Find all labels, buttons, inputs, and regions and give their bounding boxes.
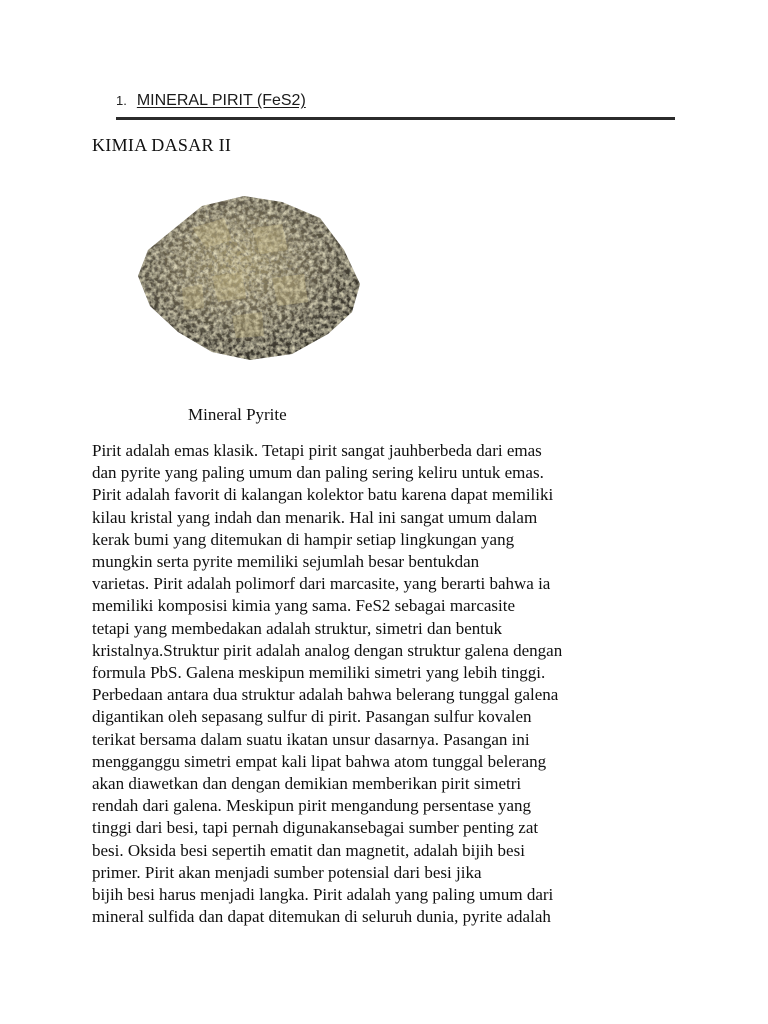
heading-title: MINERAL PIRIT (FeS2) <box>136 92 306 109</box>
heading-number: 1. <box>116 93 127 108</box>
body-line: besi. Oksida besi sepertih ematit dan magnetit, adalah bijih besi <box>92 840 525 860</box>
body-line: rendah dari galena. Meskipun pirit mengandung persentase yang <box>92 796 532 816</box>
body-line: kerak bumi yang ditemukan di hampir setiap lingkungan yang <box>92 529 515 549</box>
subject-title: KIMIA DASAR II <box>92 135 232 155</box>
body-line: formula PbS. Galena meskipun memiliki simetri yang lebih tinggi. <box>92 663 546 683</box>
body-line: mungkin serta pyrite memiliki sejumlah besar bentukdan <box>92 552 480 572</box>
body-line: tetapi yang membedakan adalah struktur, simetri dan bentuk <box>92 618 503 638</box>
body-line: bijih besi harus menjadi langka. Pirit adalah yang paling umum dari <box>92 885 554 905</box>
figure-caption: Mineral Pyrite <box>188 405 287 424</box>
body-line: akan diawetkan dan dengan demikian memberikan pirit simetri <box>92 774 522 794</box>
body-line: mengganggu simetri empat kali lipat bahwa atom tunggal belerang <box>92 751 547 771</box>
body-line: Perbedaan antara dua struktur adalah bahwa belerang tunggal galena <box>92 685 559 705</box>
body-line: kristalnya.Struktur pirit adalah analog dengan struktur galena dengan <box>92 640 563 660</box>
body-line: tinggi dari besi, tapi pernah digunakansebagai sumber penting zat <box>92 818 539 838</box>
body-line: digantikan oleh sepasang sulfur di pirit. Pasangan sulfur kovalen <box>92 707 532 727</box>
body-line: Pirit adalah favorit di kalangan kolektor batu karena dapat memiliki <box>92 485 554 505</box>
body-paragraph <box>92 440 692 928</box>
heading-divider <box>116 117 675 120</box>
body-line: memiliki komposisi kimia yang sama. FeS2 sebagai marcasite <box>92 596 516 616</box>
body-line: primer. Pirit akan menjadi sumber potensial dari besi jika <box>92 862 482 882</box>
body-line: mineral sulfida dan dapat ditemukan di seluruh dunia, pyrite adalah <box>92 907 551 927</box>
body-line: varietas. Pirit adalah polimorf dari marcasite, yang berarti bahwa ia <box>92 574 551 594</box>
body-line: kilau kristal yang indah dan menarik. Hal ini sangat umum dalam <box>92 507 538 527</box>
body-line: terikat bersama dalam suatu ikatan unsur dasarnya. Pasangan ini <box>92 729 530 749</box>
body-line: dan pyrite yang paling umum dan paling sering keliru untuk emas. <box>92 463 544 483</box>
section-heading <box>116 92 306 110</box>
pyrite-rock-photo <box>132 188 364 366</box>
body-line: Pirit adalah emas klasik. Tetapi pirit sangat jauhberbeda dari emas <box>92 441 542 460</box>
